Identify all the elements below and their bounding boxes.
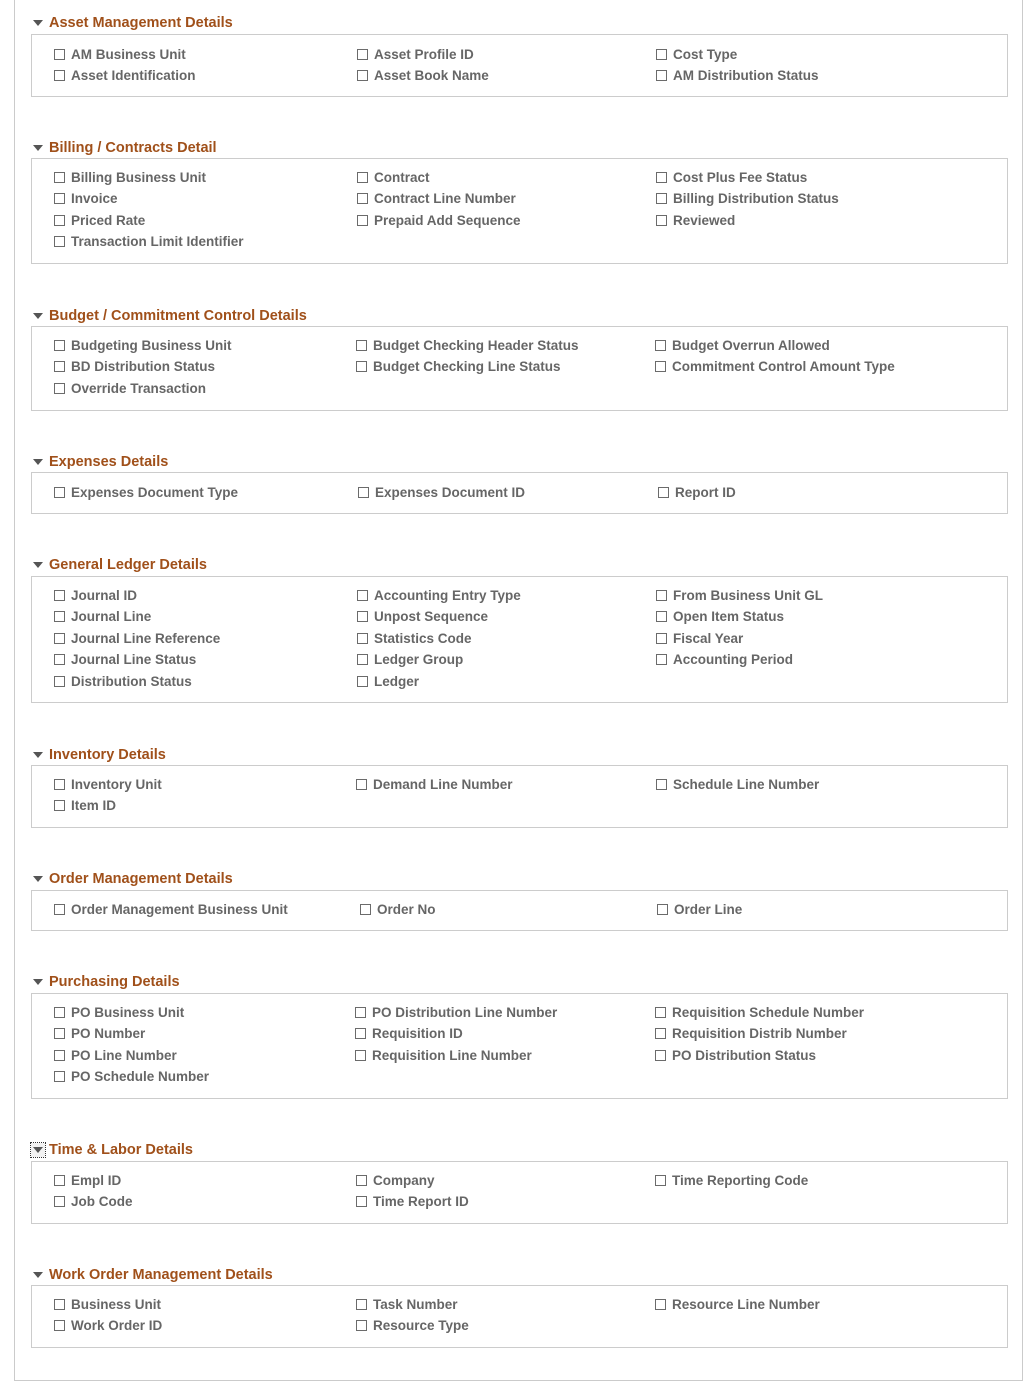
checkbox-label: Time Reporting Code: [672, 1172, 809, 1188]
section-title[interactable]: Billing / Contracts Detail: [49, 140, 217, 156]
checkbox-item[interactable]: [54, 629, 220, 647]
checkbox-item[interactable]: [54, 45, 186, 63]
checkbox-label: Contract Line Number: [374, 191, 516, 207]
checkbox-label: Journal Line: [71, 609, 152, 625]
checkbox-label: Empl ID: [71, 1172, 122, 1188]
section-header-billing-contracts[interactable]: [31, 138, 217, 158]
checkbox-label: Ledger: [374, 673, 420, 689]
collapse-triangle-icon[interactable]: [31, 872, 45, 886]
checkbox-item[interactable]: [656, 211, 735, 229]
checkbox-label: Resource Line Number: [672, 1296, 820, 1312]
checkbox[interactable]: [54, 800, 65, 811]
checkbox[interactable]: [54, 1071, 65, 1082]
checkbox-label: Cost Type: [673, 46, 738, 62]
section-order-management: [31, 869, 1008, 931]
checkbox-label: PO Distribution Line Number: [372, 1004, 558, 1020]
section-body-billing-contracts: [31, 158, 1008, 264]
checkbox-item[interactable]: [54, 233, 244, 251]
checkbox-item[interactable]: [355, 1003, 557, 1021]
triangle-down-icon: [33, 562, 43, 568]
checkbox[interactable]: [54, 904, 65, 915]
checkbox[interactable]: [357, 70, 368, 81]
checkbox[interactable]: [54, 1028, 65, 1039]
checkbox-label: Task Number: [373, 1296, 458, 1312]
triangle-down-icon: [33, 20, 43, 26]
checkbox-label: Fiscal Year: [673, 630, 744, 646]
checkbox[interactable]: [54, 654, 65, 665]
collapse-triangle-icon[interactable]: [31, 16, 45, 30]
checkbox[interactable]: [658, 487, 669, 498]
checkbox-label: Open Item Status: [673, 609, 785, 625]
checkbox-item[interactable]: [656, 775, 819, 793]
checkbox-item[interactable]: [54, 1025, 145, 1043]
collapse-triangle-icon[interactable]: [31, 975, 45, 989]
checkbox-label: Reviewed: [673, 212, 736, 228]
checkbox-label: PO Distribution Status: [672, 1047, 817, 1063]
checkbox[interactable]: [54, 779, 65, 790]
checkbox-item[interactable]: [657, 900, 742, 918]
checkbox-label: PO Schedule Number: [71, 1069, 210, 1085]
triangle-down-icon: [33, 1272, 43, 1278]
checkbox-label: Order Management Business Unit: [71, 901, 288, 917]
checkbox-label: Requisition Line Number: [372, 1047, 532, 1063]
section-body-purchasing: [31, 993, 1008, 1099]
checkbox-label: Budget Checking Line Status: [373, 359, 561, 375]
checkbox[interactable]: [656, 172, 667, 183]
checkbox-item[interactable]: [54, 211, 145, 229]
checkbox-item[interactable]: [54, 775, 162, 793]
section-body-expenses: [31, 472, 1008, 514]
checkbox[interactable]: [356, 1175, 367, 1186]
checkbox[interactable]: [54, 1196, 65, 1207]
checkbox-label: Asset Book Name: [374, 68, 489, 84]
checkbox[interactable]: [656, 633, 667, 644]
section-expenses: [31, 452, 1008, 514]
checkbox-label: Inventory Unit: [71, 776, 162, 792]
checkbox-item[interactable]: [357, 651, 463, 669]
checkbox-item[interactable]: [655, 336, 830, 354]
checkbox-label: Expenses Document ID: [375, 484, 526, 500]
checkbox[interactable]: [356, 1299, 367, 1310]
checkbox[interactable]: [54, 49, 65, 60]
triangle-down-icon: [33, 145, 43, 151]
checkbox-item[interactable]: [54, 586, 137, 604]
checkbox[interactable]: [656, 70, 667, 81]
checkbox-label: AM Business Unit: [71, 46, 186, 62]
checkbox-item[interactable]: [54, 1068, 209, 1086]
checkbox-label: Cost Plus Fee Status: [673, 169, 808, 185]
section-body-asset-management: [31, 34, 1008, 97]
section-billing-contracts: [31, 138, 1008, 264]
collapse-triangle-icon[interactable]: [31, 558, 45, 572]
checkbox-label: Transaction Limit Identifier: [71, 234, 244, 250]
section-header-inventory[interactable]: [31, 745, 166, 765]
checkbox[interactable]: [655, 361, 666, 372]
section-header-order-management[interactable]: [31, 869, 233, 889]
checkbox-item[interactable]: [54, 900, 288, 918]
checkbox[interactable]: [656, 193, 667, 204]
section-title[interactable]: Inventory Details: [49, 747, 166, 763]
collapse-triangle-icon[interactable]: [31, 1268, 45, 1282]
section-body-budget-commitment: [31, 326, 1008, 411]
checkbox-item[interactable]: [355, 1046, 532, 1064]
checkbox-item[interactable]: [356, 336, 579, 354]
checkbox[interactable]: [54, 487, 65, 498]
section-body-inventory: [31, 765, 1008, 828]
checkbox-label: Resource Type: [373, 1318, 469, 1334]
checkbox[interactable]: [54, 236, 65, 247]
section-time-labor: [31, 1140, 1008, 1224]
section-header-time-labor[interactable]: [31, 1140, 193, 1160]
triangle-down-icon: [33, 752, 43, 758]
checkbox[interactable]: [54, 340, 65, 351]
checkbox-label: Journal ID: [71, 587, 138, 603]
checkbox-label: Requisition Distrib Number: [672, 1026, 847, 1042]
checkbox-item[interactable]: [54, 1046, 177, 1064]
checkbox-label: AM Distribution Status: [673, 68, 819, 84]
checkbox-label: PO Line Number: [71, 1047, 177, 1063]
checkbox-item[interactable]: [357, 168, 430, 186]
collapse-triangle-icon[interactable]: [31, 309, 45, 323]
checkbox-item[interactable]: [357, 586, 521, 604]
checkbox-item[interactable]: [358, 483, 525, 501]
checkbox[interactable]: [656, 590, 667, 601]
checkbox-label: Override Transaction: [71, 380, 207, 396]
checkbox-item[interactable]: [54, 1295, 161, 1313]
section-body-order-management: [31, 890, 1008, 931]
section-title[interactable]: Order Management Details: [49, 871, 233, 887]
section-title[interactable]: Time & Labor Details: [49, 1142, 193, 1158]
section-work-order: [31, 1265, 1008, 1348]
checkbox-label: Asset Identification: [71, 68, 196, 84]
checkbox-item[interactable]: [357, 672, 419, 690]
checkbox[interactable]: [54, 1007, 65, 1018]
checkbox-label: Company: [373, 1172, 435, 1188]
checkbox[interactable]: [54, 676, 65, 687]
checkbox-label: Budget Overrun Allowed: [672, 337, 830, 353]
section-title[interactable]: Asset Management Details: [49, 15, 233, 31]
checkbox-item[interactable]: [54, 190, 118, 208]
checkbox-item[interactable]: [54, 336, 232, 354]
checkbox[interactable]: [357, 215, 368, 226]
checkbox-item[interactable]: [356, 1193, 469, 1211]
checkbox[interactable]: [54, 611, 65, 622]
checkbox-item[interactable]: [54, 608, 151, 626]
checkbox-label: Requisition Schedule Number: [672, 1004, 865, 1020]
checkbox-label: Order No: [377, 901, 436, 917]
checkbox[interactable]: [655, 1299, 666, 1310]
checkbox-item[interactable]: [655, 1003, 864, 1021]
checkbox-label: Prepaid Add Sequence: [374, 212, 521, 228]
checkbox-item[interactable]: [658, 483, 736, 501]
section-general-ledger: [31, 555, 1008, 703]
checkbox-item[interactable]: [54, 358, 215, 376]
checkbox-label: Business Unit: [71, 1296, 162, 1312]
checkbox-item[interactable]: [356, 775, 513, 793]
checkbox-label: Priced Rate: [71, 212, 146, 228]
checkbox-label: Invoice: [71, 191, 118, 207]
section-title[interactable]: Budget / Commitment Control Details: [49, 308, 307, 324]
section-title[interactable]: General Ledger Details: [49, 557, 207, 573]
checkbox-item[interactable]: [360, 900, 436, 918]
checkbox[interactable]: [357, 654, 368, 665]
checkbox-item[interactable]: [356, 1317, 469, 1335]
checkbox[interactable]: [656, 779, 667, 790]
checkbox-item[interactable]: [356, 1295, 458, 1313]
section-title[interactable]: Expenses Details: [49, 454, 169, 470]
checkbox[interactable]: [655, 340, 666, 351]
checkbox-label: Journal Line Status: [71, 652, 197, 668]
checkbox-item[interactable]: [656, 586, 823, 604]
section-title[interactable]: Work Order Management Details: [49, 1267, 273, 1283]
checkbox[interactable]: [356, 340, 367, 351]
checkbox-item[interactable]: [655, 358, 895, 376]
collapse-triangle-icon[interactable]: [31, 1143, 45, 1157]
checkbox[interactable]: [54, 1175, 65, 1186]
checkbox-label: Commitment Control Amount Type: [672, 359, 895, 375]
checkbox-label: Report ID: [675, 484, 736, 500]
checkbox[interactable]: [655, 1050, 666, 1061]
triangle-down-icon: [33, 876, 43, 882]
checkbox-label: Item ID: [71, 798, 117, 814]
checkbox-label: Job Code: [71, 1194, 133, 1210]
checkbox-item[interactable]: [54, 651, 196, 669]
checkbox-item[interactable]: [656, 651, 793, 669]
checkbox[interactable]: [54, 215, 65, 226]
checkbox-item[interactable]: [54, 168, 206, 186]
checkbox-item[interactable]: [655, 1046, 816, 1064]
checkbox-item[interactable]: [356, 358, 561, 376]
checkbox-item[interactable]: [357, 190, 516, 208]
checkbox-label: Contract: [374, 169, 430, 185]
checkbox[interactable]: [356, 1196, 367, 1207]
checkbox-item[interactable]: [656, 190, 839, 208]
checkbox[interactable]: [655, 1007, 666, 1018]
checkbox-label: Ledger Group: [374, 652, 464, 668]
checkbox[interactable]: [357, 611, 368, 622]
checkbox[interactable]: [656, 49, 667, 60]
section-purchasing: [31, 972, 1008, 1099]
checkbox-item[interactable]: [357, 608, 488, 626]
checkbox[interactable]: [657, 904, 668, 915]
checkbox[interactable]: [54, 1050, 65, 1061]
triangle-down-icon: [33, 979, 43, 985]
checkbox-label: Time Report ID: [373, 1194, 469, 1210]
checkbox-item[interactable]: [54, 1003, 184, 1021]
checkbox-item[interactable]: [54, 1193, 133, 1211]
checkbox[interactable]: [357, 676, 368, 687]
checkbox-label: Expenses Document Type: [71, 484, 239, 500]
checkbox-item[interactable]: [54, 672, 192, 690]
checkbox[interactable]: [357, 590, 368, 601]
checkbox-item[interactable]: [655, 1025, 847, 1043]
section-inventory: [31, 745, 1008, 828]
section-header-expenses[interactable]: [31, 452, 168, 472]
section-body-work-order: [31, 1285, 1008, 1348]
collapse-triangle-icon[interactable]: [31, 748, 45, 762]
section-header-budget-commitment[interactable]: [31, 306, 307, 326]
triangle-down-icon: [33, 313, 43, 319]
checkbox[interactable]: [355, 1007, 366, 1018]
checkbox-item[interactable]: [656, 45, 737, 63]
triangle-down-icon: [33, 459, 43, 465]
checkbox-label: Statistics Code: [374, 630, 472, 646]
checkbox-item[interactable]: [356, 1171, 435, 1189]
checkbox[interactable]: [54, 633, 65, 644]
checkbox[interactable]: [655, 1175, 666, 1186]
triangle-down-icon: [33, 1147, 43, 1153]
checkbox[interactable]: [357, 633, 368, 644]
checkbox[interactable]: [358, 487, 369, 498]
checkbox[interactable]: [656, 215, 667, 226]
checkbox[interactable]: [54, 1320, 65, 1331]
checkbox[interactable]: [355, 1028, 366, 1039]
checkbox[interactable]: [54, 193, 65, 204]
checkbox-label: Budget Checking Header Status: [373, 337, 579, 353]
checkbox-item[interactable]: [54, 483, 238, 501]
checkbox-label: Billing Distribution Status: [673, 191, 839, 207]
checkbox-label: Accounting Entry Type: [374, 587, 521, 603]
checkbox-label: Demand Line Number: [373, 776, 513, 792]
checkbox[interactable]: [656, 611, 667, 622]
checkbox-item[interactable]: [54, 1171, 121, 1189]
checkbox[interactable]: [655, 1028, 666, 1039]
checkbox[interactable]: [54, 70, 65, 81]
checkbox-label: Requisition ID: [372, 1026, 463, 1042]
checkbox[interactable]: [356, 779, 367, 790]
section-header-work-order[interactable]: [31, 1265, 273, 1285]
checkbox-item[interactable]: [54, 67, 196, 85]
section-body-general-ledger: [31, 576, 1008, 703]
checkbox[interactable]: [357, 172, 368, 183]
checkbox-item[interactable]: [357, 67, 489, 85]
checkbox[interactable]: [357, 49, 368, 60]
checkbox-label: From Business Unit GL: [673, 587, 824, 603]
collapse-triangle-icon[interactable]: [31, 141, 45, 155]
checkbox[interactable]: [356, 361, 367, 372]
collapse-triangle-icon[interactable]: [31, 455, 45, 469]
checkbox-label: Distribution Status: [71, 673, 192, 689]
checkbox-label: BD Distribution Status: [71, 359, 215, 375]
checkbox-label: Order Line: [674, 901, 743, 917]
checkbox[interactable]: [54, 590, 65, 601]
checkbox-item[interactable]: [656, 67, 819, 85]
checkbox[interactable]: [54, 383, 65, 394]
checkbox-item[interactable]: [54, 379, 206, 397]
section-header-asset-management[interactable]: [31, 13, 233, 33]
checkbox-item[interactable]: [357, 629, 472, 647]
section-header-purchasing[interactable]: [31, 972, 180, 992]
checkbox-item[interactable]: [655, 1295, 820, 1313]
checkbox-label: Billing Business Unit: [71, 169, 207, 185]
checkbox-item[interactable]: [54, 797, 116, 815]
section-asset-management: [31, 13, 1008, 97]
section-header-general-ledger[interactable]: [31, 555, 207, 575]
checkbox-label: Unpost Sequence: [374, 609, 489, 625]
checkbox[interactable]: [356, 1320, 367, 1331]
checkbox-label: PO Number: [71, 1026, 146, 1042]
checkbox-item[interactable]: [656, 168, 807, 186]
checkbox-label: Asset Profile ID: [374, 46, 474, 62]
checkbox[interactable]: [54, 1299, 65, 1310]
checkbox-item[interactable]: [357, 211, 521, 229]
section-body-time-labor: [31, 1161, 1008, 1224]
checkbox[interactable]: [360, 904, 371, 915]
checkbox[interactable]: [54, 172, 65, 183]
checkbox-label: Budgeting Business Unit: [71, 337, 232, 353]
checkbox[interactable]: [656, 654, 667, 665]
checkbox-item[interactable]: [355, 1025, 463, 1043]
section-budget-commitment: [31, 306, 1008, 411]
checkbox-item[interactable]: [357, 45, 474, 63]
checkbox-label: PO Business Unit: [71, 1004, 185, 1020]
section-title[interactable]: Purchasing Details: [49, 974, 180, 990]
checkbox-item[interactable]: [656, 629, 743, 647]
checkbox[interactable]: [357, 193, 368, 204]
checkbox-label: Work Order ID: [71, 1318, 163, 1334]
checkbox-label: Schedule Line Number: [673, 776, 820, 792]
checkbox-item[interactable]: [656, 608, 784, 626]
checkbox-item[interactable]: [54, 1317, 162, 1335]
checkbox-label: Journal Line Reference: [71, 630, 221, 646]
checkbox[interactable]: [355, 1050, 366, 1061]
checkbox[interactable]: [54, 361, 65, 372]
checkbox-label: Accounting Period: [673, 652, 794, 668]
checkbox-item[interactable]: [655, 1171, 808, 1189]
